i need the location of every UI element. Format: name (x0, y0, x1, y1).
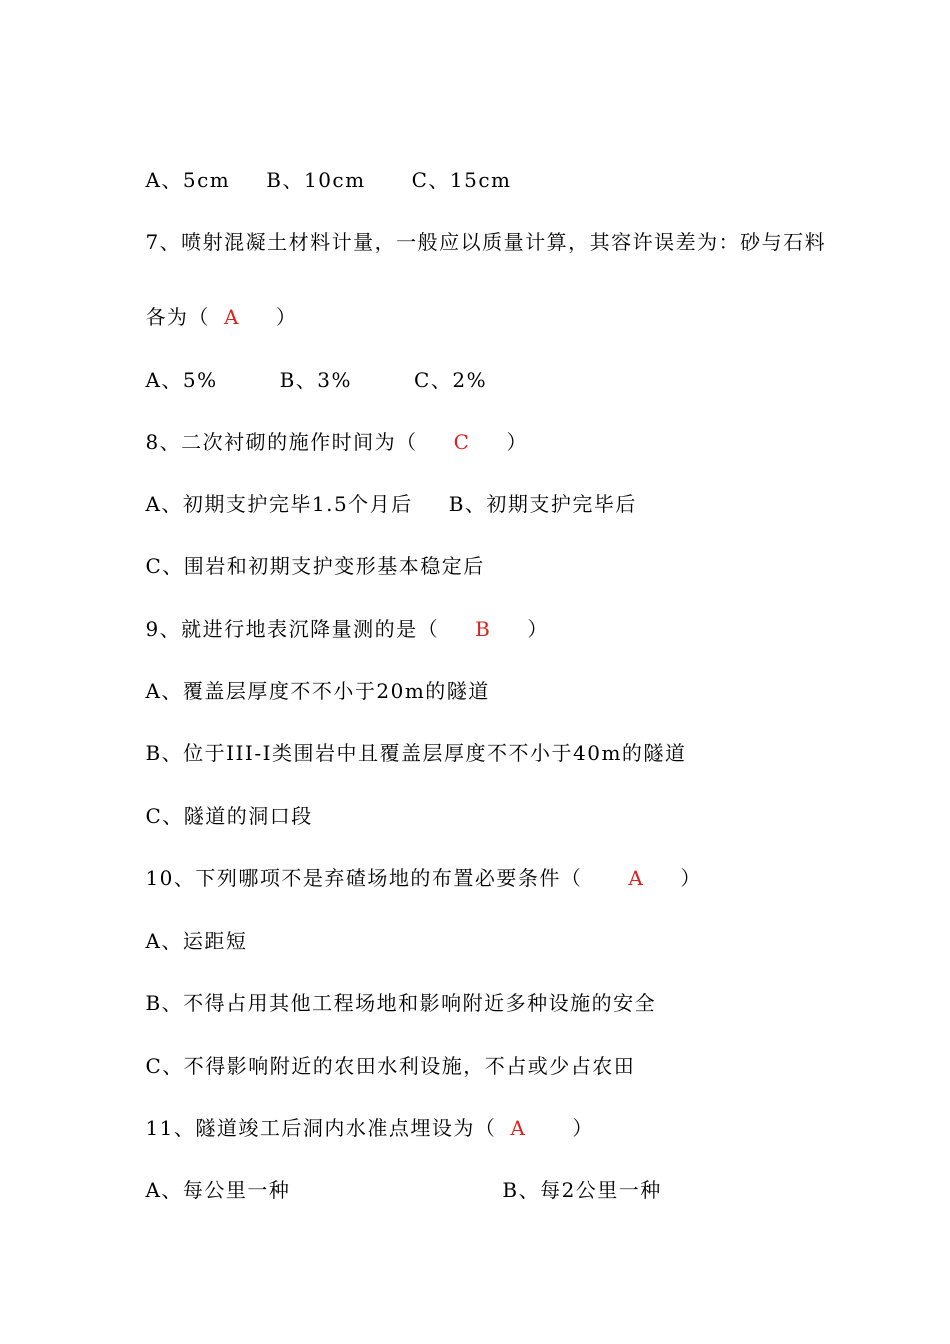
question-9-close: ） (527, 617, 549, 641)
option-b: B、位于III-I类围岩中且覆盖层厚度不不小于40m的隧道 (145, 741, 687, 765)
question-11-text: 11、隧道竣工后洞内水准点埋设为（ (145, 1116, 497, 1140)
option-b: B、10cm (266, 168, 366, 192)
question-10-text: 10、下列哪项不是弃碴场地的布置必要条件（ (145, 866, 583, 890)
option-b: B、不得占用其他工程场地和影响附近多种设施的安全 (145, 991, 657, 1015)
option-a: A、5cm (145, 168, 231, 192)
question-10-close: ） (680, 866, 702, 890)
question-8-text: 8、二次衬砌的施作时间为（ (145, 430, 418, 454)
option-c: C、不得影响附近的农田水利设施，不占或少占农田 (145, 1054, 636, 1078)
question-11-close: ） (572, 1116, 594, 1140)
question-7-text-pre: 各为（ (145, 305, 210, 329)
option-a: A、初期支护完毕1.5个月后 (145, 492, 413, 516)
option-a: A、每公里一种 (145, 1178, 291, 1202)
answer-9: B (475, 617, 492, 641)
option-a: A、覆盖层厚度不不小于20m的隧道 (145, 679, 490, 703)
answer-8: C (453, 430, 471, 454)
option-c: C、隧道的洞口段 (145, 804, 313, 828)
option-a: A、5% (145, 368, 218, 392)
question-9-text: 9、就进行地表沉降量测的是（ (145, 617, 440, 641)
answer-11: A (510, 1116, 527, 1140)
question-7-text-post: ） (275, 305, 298, 329)
option-c: C、15cm (411, 168, 512, 192)
option-a: A、运距短 (145, 929, 248, 953)
question-7-line1 (114, 200, 826, 284)
option-b: B、3% (279, 368, 353, 392)
option-c: C、2% (414, 368, 488, 392)
option-c: C、围岩和初期支护变形基本稳定后 (145, 554, 485, 578)
option-b: B、每2公里一种 (502, 1178, 662, 1202)
q11-options (114, 1148, 662, 1232)
option-b: B、初期支护完毕后 (448, 492, 637, 516)
answer-7: A (223, 305, 240, 329)
question-8-close: ） (506, 430, 528, 454)
answer-10: A (628, 866, 645, 890)
question-7-text: 7、喷射混凝土材料计量，一般应以质量计算，其容许误差为：砂与石料 (145, 230, 827, 254)
